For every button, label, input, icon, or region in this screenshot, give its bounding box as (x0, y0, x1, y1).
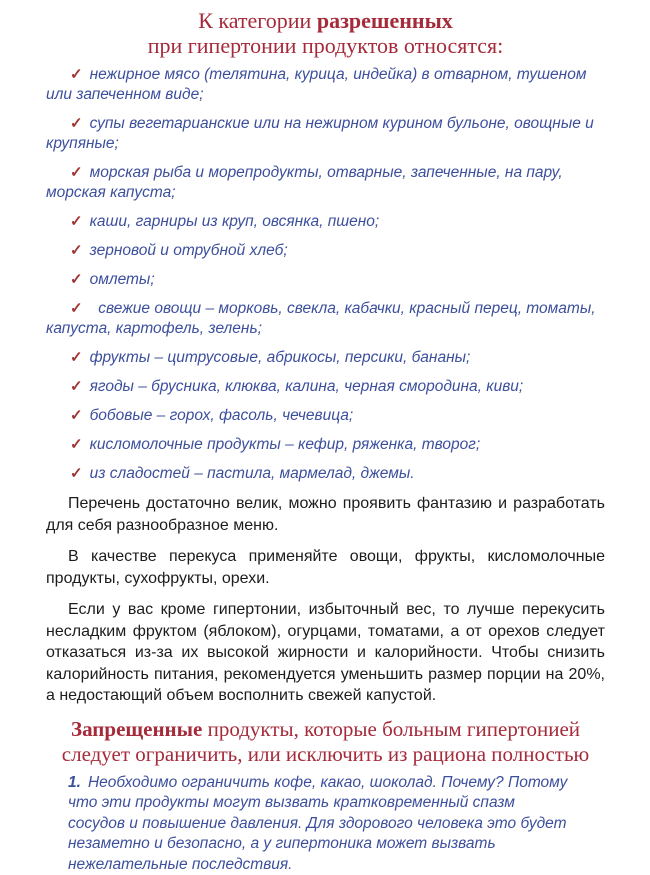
list-item (46, 406, 605, 426)
checkmark-icon: ✓ (70, 164, 83, 181)
allowed-heading-line1 (46, 8, 605, 33)
list-item-text: кисломолочные продукты – кефир, ряженка, творог; (90, 436, 481, 453)
list-item (46, 114, 605, 154)
checkmark-icon: ✓ (70, 436, 83, 453)
allowed-heading-emphasis: разрешенных (317, 8, 453, 33)
checkmark-icon: ✓ (70, 115, 83, 132)
paragraph-overweight-advice: Если у вас кроме гипертонии, избыточный вес, то лучше перекусить несладким фруктом (яблоком), огурцами, томатами, а от орехов следует отказаться из-за их высокой жирности и калорийности. Чтобы снизить калорийность питания, рекомендуется уменьшить размер порции на 20%, а недостающий объем восполнить свежей капустой. (46, 599, 605, 707)
list-item-text: фрукты – цитрусовые, абрикосы, персики, бананы; (90, 349, 471, 366)
allowed-heading-lead: К категории (198, 8, 317, 33)
checkmark-icon: ✓ (70, 271, 83, 288)
list-item (46, 299, 605, 339)
list-item-text: ягоды – брусника, клюква, калина, черная смородина, киви; (90, 378, 524, 395)
checkmark-icon: ✓ (70, 378, 83, 395)
list-item-text: бобовые – горох, фасоль, чечевица; (90, 407, 354, 424)
list-item-text: свежие овощи – морковь, свекла, кабачки, красный перец, томаты, капуста, картофель, зелень; (46, 300, 600, 337)
list-item (46, 65, 605, 105)
list-item-text: нежирное мясо (телятина, курица, индейка) в отварном, тушеном или запеченном виде; (46, 66, 591, 103)
forbidden-item-number: 1. (68, 774, 81, 791)
paragraph-snacks: В качестве перекуса применяйте овощи, фрукты, кисломолочные продукты, сухофрукты, орехи. (46, 546, 605, 589)
checkmark-icon: ✓ (70, 465, 83, 482)
checkmark-icon: ✓ (70, 242, 83, 259)
list-item (46, 212, 605, 232)
forbidden-heading-line1 (46, 717, 605, 742)
list-item-text: зерновой и отрубной хлеб; (90, 242, 288, 259)
paragraph-menu-variety: Перечень достаточно велик, можно проявить фантазию и разработать для себя разнообразное меню. (46, 493, 605, 536)
list-item (46, 270, 605, 290)
list-item-text: морская рыба и морепродукты, отварные, запеченные, на пару, морская капуста; (46, 164, 567, 201)
list-item (46, 435, 605, 455)
checkmark-icon: ✓ (70, 300, 83, 317)
checkmark-icon: ✓ (70, 407, 83, 424)
list-item (46, 464, 605, 484)
checkmark-icon: ✓ (70, 349, 83, 366)
checkmark-icon: ✓ (70, 213, 83, 230)
forbidden-heading-emphasis: Запрещенные (71, 717, 202, 741)
allowed-products-heading (46, 8, 605, 58)
list-item-text: супы вегетарианские или на нежирном курином бульоне, овощные и крупяные; (46, 115, 598, 152)
list-item-text: омлеты; (90, 271, 155, 288)
forbidden-heading-rest: продукты, которые больным гипертонией (202, 717, 580, 741)
forbidden-item-1 (68, 773, 575, 875)
list-item (46, 377, 605, 397)
list-item (46, 163, 605, 203)
forbidden-products-heading (46, 717, 605, 767)
allowed-products-list (46, 65, 605, 484)
forbidden-heading-line2: следует ограничить, или исключить из рациона полностью (46, 742, 605, 767)
list-item (46, 241, 605, 261)
allowed-heading-line2: при гипертонии продуктов относятся: (46, 33, 605, 58)
list-item-text: из сладостей – пастила, мармелад, джемы. (90, 465, 415, 482)
list-item (46, 348, 605, 368)
forbidden-item-text: Необходимо ограничить кофе, какао, шоколад. Почему? Потому что эти продукты могут вызвать кратковременный спазм сосудов и повышение давления. Для здорового человека это будет незаметно и безопасно, а у гипертоника может вызвать нежелательные последствия. (68, 774, 567, 873)
list-item-text: каши, гарниры из круп, овсянка, пшено; (90, 213, 380, 230)
checkmark-icon: ✓ (70, 66, 83, 83)
